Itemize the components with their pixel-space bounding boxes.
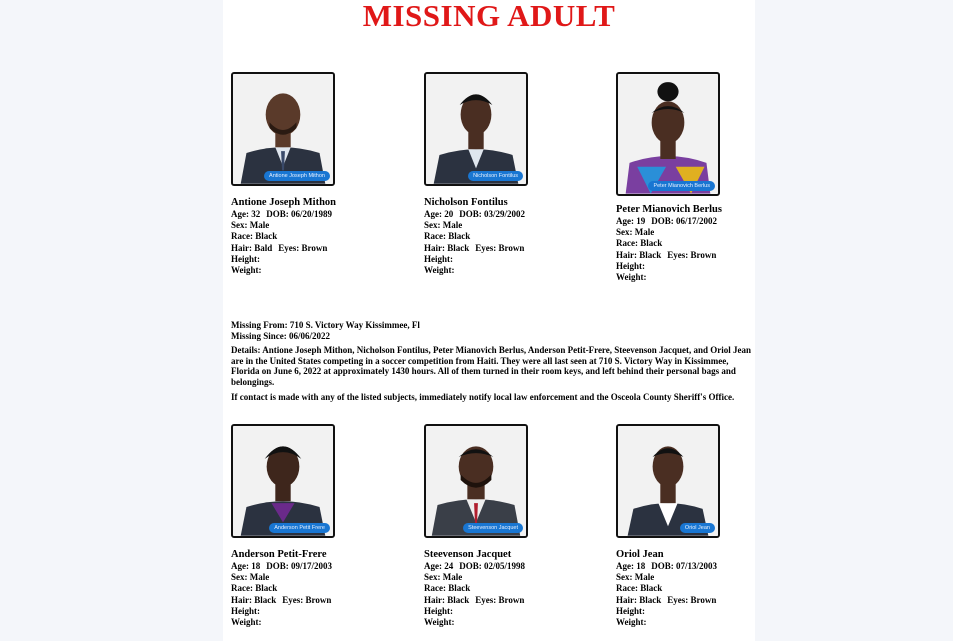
height-label: Height: [424,605,453,616]
portrait-photo [231,72,335,186]
details-paragraph: Details: Antione Joseph Mithon, Nicholson Fontilus, Peter Mianovich Berlus, Anderson Petit-Frere, Steevenson Jacquet, and Oriol Jean are in the United States competing in a soccer competition from Haiti. They were all last seen at 710 S. Victory Way in Kissimmee, Florida on June 6, 2022 at approximately 1430 hours. All of them turned in their room keys, and left behind their personal bags and belongings. [231,345,752,387]
person-card: Anderson Petit Frere Anderson Petit-Frere Age: 18 DOB: 09/17/2003 Sex: Male Race: Black Hair: Black Eyes: Brown Height: Weight: [231,424,411,628]
race-value: Black [640,238,663,249]
hair-value: Black [447,594,470,605]
age-value: 18 [251,561,261,571]
person-card: Oriol Jean Oriol Jean Age: 18 DOB: 07/13/2003 Sex: Male Race: Black Hair: Black Eyes: Brown Height: Weight: [616,424,755,628]
person-card: Peter Mianovich Berlus Peter Mianovich Berlus Age: 19 DOB: 06/17/2002 Sex: Male Race: Black Hair: Black Eyes: Brown Height: Weight: [616,72,755,283]
dob-value: 06/20/1989 [291,209,333,219]
eyes-value: Brown [301,242,328,253]
race-value: Black [255,231,278,242]
hair-value: Black [639,249,662,260]
eyes-value: Brown [498,594,525,605]
dob-value: 09/17/2003 [291,561,333,571]
race-value: Black [448,583,471,594]
age-value: 24 [444,561,454,571]
person-silhouette-icon [618,426,718,536]
weight-label: Weight: [616,272,647,283]
person-name: Steevenson Jacquet [424,549,512,560]
hair-value: Black [447,242,470,253]
poster-title: MISSING ADULT [362,0,616,33]
eyes-value: Brown [305,594,332,605]
sex-value: Male [249,220,270,231]
weight-label: Weight: [424,265,455,276]
race-value: Black [640,583,663,594]
portrait-photo [424,424,528,538]
case-details: Missing From: 710 S. Victory Way Kissimmee, Fl Missing Since: 06/06/2022 Details: Antione Joseph Mithon, Nicholson Fontilus, Peter Mianovich Berlus, Anderson Petit-Frere, Steevenson Jacquet, and Oriol Jean are in the United States competing in a soccer competition from Haiti. They were all last seen at 710 S. Victory Way in Kissimmee, Florida on June 6, 2022 at approximately 1430 hours. All of them turned in their room keys, and left behind their personal bags and belongings. If contact is made with any of the listed subjects, immediately notify local law enforcement and the Osceola County Sheriff's Office. [231,320,755,402]
contact-notice: If contact is made with any of the listed subjects, immediately notify local law enforcement and the Osceola County Sheriff's Office. [231,391,735,402]
photo-caption: Antione Joseph Mithon [264,171,330,181]
person-card: Nicholson Fontilus Nicholson Fontilus Age: 20 DOB: 03/29/2002 Sex: Male Race: Black Hair: Black Eyes: Brown Height: Weight: [424,72,604,276]
poster-page [223,0,755,641]
age-value: 32 [251,209,261,219]
sex-value: Male [634,572,655,583]
person-card: Steevenson Jacquet Steevenson Jacquet Age: 24 DOB: 02/05/1998 Sex: Male Race: Black Hair: Black Eyes: Brown Height: Weight: [424,424,604,628]
weight-label: Weight: [231,265,262,276]
dob-value: 03/29/2002 [484,209,526,219]
person-silhouette-icon [233,426,333,536]
height-label: Height: [231,605,260,616]
portrait-photo [231,424,335,538]
person-name: Antione Joseph Mithon [231,197,337,208]
photo-caption: Steevenson Jacquet [463,523,523,533]
person-silhouette-icon [426,426,526,536]
missing-from-value: 710 S. Victory Way Kissimmee, Fl [289,320,420,330]
weight-label: Weight: [616,617,647,628]
age-value: 19 [636,216,646,226]
person-silhouette-icon [233,74,333,184]
photo-caption: Oriol Jean [680,523,715,533]
portrait-photo [616,72,720,196]
eyes-value: Brown [690,249,717,260]
hair-value: Bald [254,242,273,253]
race-value: Black [255,583,278,594]
height-label: Height: [231,253,260,264]
person-name: Oriol Jean [616,549,664,560]
missing-since-value: 06/06/2022 [289,330,331,341]
photo-caption: Anderson Petit Frere [269,523,330,533]
eyes-value: Brown [690,594,717,605]
weight-label: Weight: [231,617,262,628]
photo-caption: Peter Mianovich Berlus [648,181,715,191]
race-value: Black [448,231,471,242]
portrait-photo [424,72,528,186]
height-label: Height: [616,260,645,271]
sex-value: Male [442,572,463,583]
sex-value: Male [634,227,655,238]
age-value: 20 [444,209,454,219]
sex-value: Male [442,220,463,231]
hair-value: Black [254,594,277,605]
height-label: Height: [424,253,453,264]
person-name: Anderson Petit-Frere [231,549,327,560]
weight-label: Weight: [424,617,455,628]
person-name: Nicholson Fontilus [424,197,508,208]
dob-value: 02/05/1998 [484,561,526,571]
photo-caption: Nicholson Fontilus [468,171,523,181]
dob-value: 06/17/2002 [676,216,718,226]
portrait-photo [616,424,720,538]
person-silhouette-icon [618,74,718,194]
sex-value: Male [249,572,270,583]
eyes-value: Brown [498,242,525,253]
height-label: Height: [616,605,645,616]
age-value: 18 [636,561,646,571]
person-card: Antione Joseph Mithon Antione Joseph Mithon Age: 32 DOB: 06/20/1989 Sex: Male Race: Black Hair: Bald Eyes: Brown Height: Weight: [231,72,411,276]
person-silhouette-icon [426,74,526,184]
person-name: Peter Mianovich Berlus [616,204,722,215]
hair-value: Black [639,594,662,605]
dob-value: 07/13/2003 [676,561,718,571]
